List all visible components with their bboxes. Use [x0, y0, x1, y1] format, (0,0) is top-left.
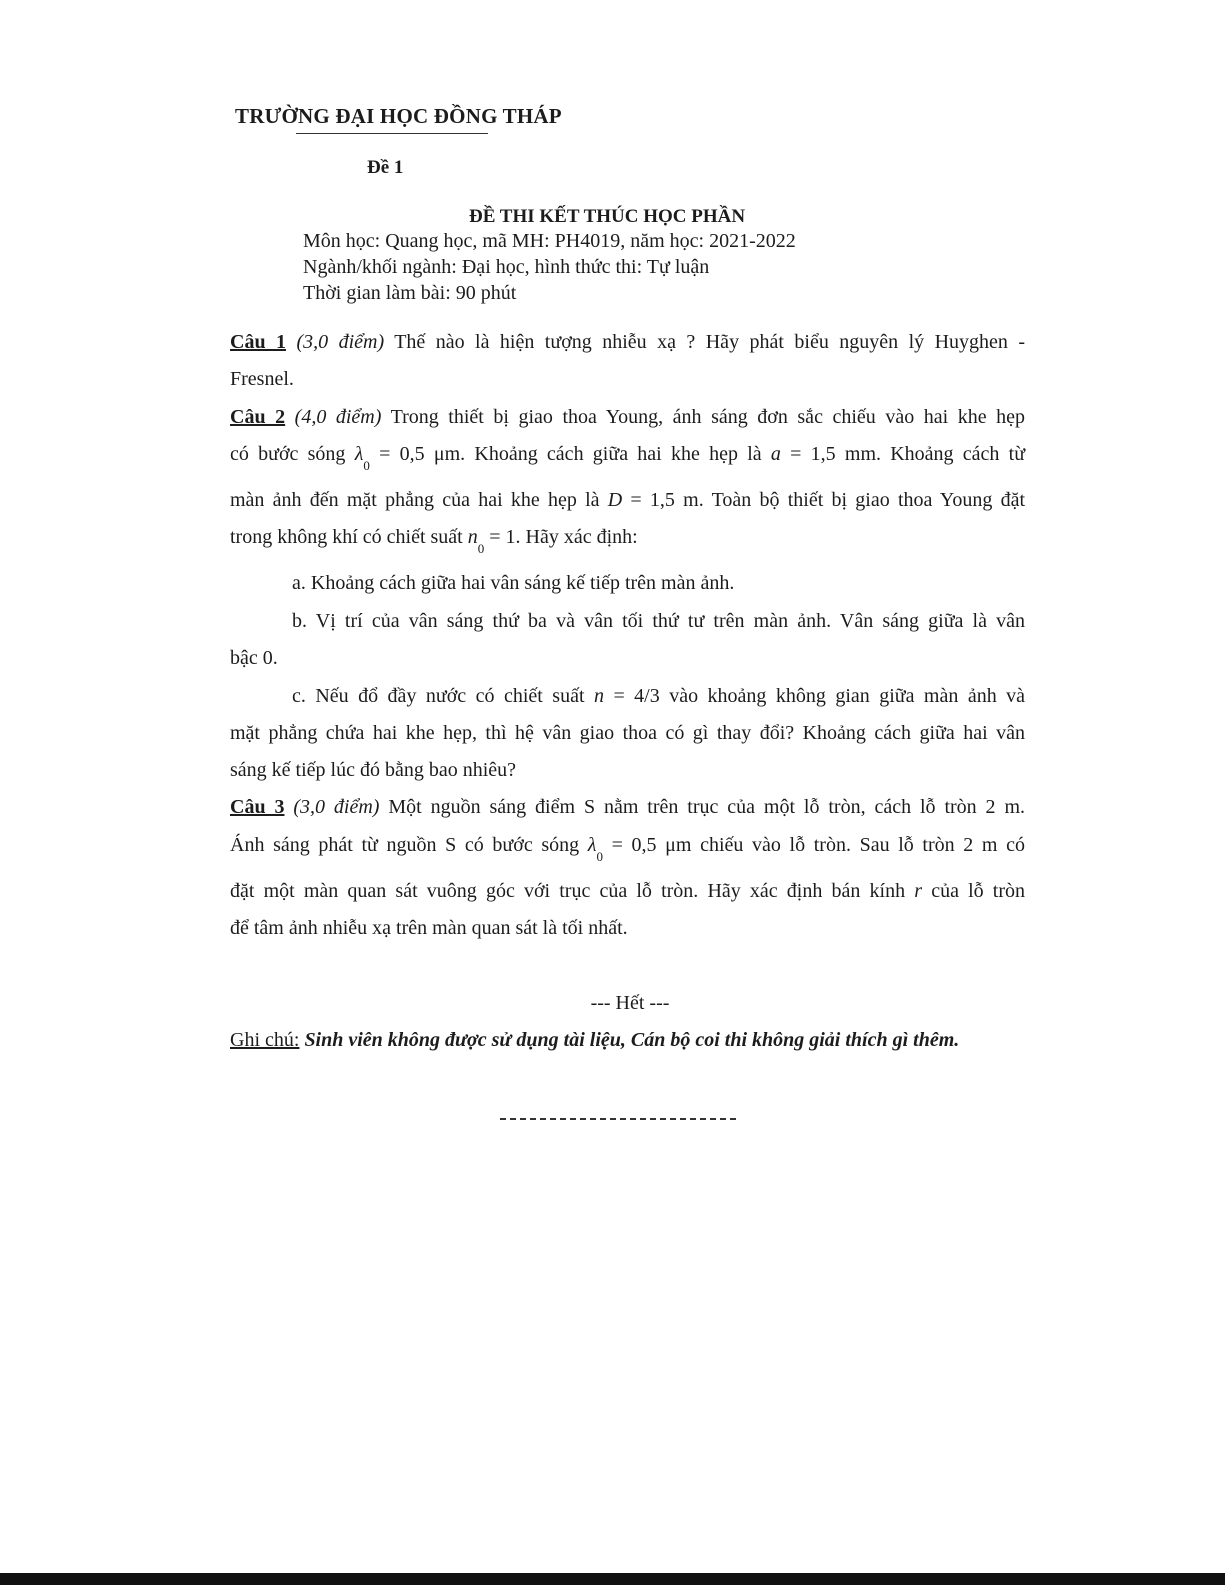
question-2-part-c [230, 685, 1025, 708]
note-label: Ghi chú: [230, 1029, 300, 1051]
text-segment: của lỗ tròn [931, 880, 1026, 902]
variable-n: n [467, 526, 478, 548]
question-2-line-2 [230, 443, 1026, 473]
question-3-line-2 [230, 834, 1025, 864]
question-2-line-4 [230, 526, 1025, 556]
variable-r: r [914, 880, 923, 902]
question-1-line-2: Fresnel. [230, 368, 294, 390]
question-3-points: (3,0 điểm) [293, 796, 380, 818]
question-2-text: Trong thiết bị giao thoa Young, ánh sáng đơn sắc chiếu vào hai khe hẹp [390, 406, 1026, 428]
text-segment: trong không khí có chiết suất [230, 526, 463, 548]
question-1-text: Thế nào là hiện tượng nhiễu xạ ? Hãy phát biểu nguyên lý Huyghen - [394, 331, 1026, 353]
subscript-zero: 0 [596, 849, 603, 864]
text-segment: = 1,5 m. Toàn bộ thiết bị giao thoa Young đặt [630, 489, 1025, 511]
text-segment: c. Nếu đổ đầy nước có chiết suất [292, 685, 585, 707]
variable-n: n [593, 685, 604, 707]
closing-dashed-rule [500, 1118, 736, 1120]
course-info: Môn học: Quang học, mã MH: PH4019, năm học: 2021-2022 [303, 230, 796, 252]
text-segment: = 4/3 vào khoảng không gian giữa màn ảnh và [613, 685, 1026, 707]
question-3-line-4: để tâm ảnh nhiễu xạ trên màn quan sát là tối nhất. [230, 917, 628, 939]
lambda-symbol: λ [354, 443, 364, 465]
question-2 [230, 406, 1025, 429]
question-1-label: Câu 1 [230, 331, 287, 353]
question-2-part-b-line-2: bậc 0. [230, 647, 278, 669]
question-1 [230, 331, 1025, 354]
text-segment: = 1. Hãy xác định: [489, 526, 638, 548]
question-2-label: Câu 2 [230, 406, 286, 428]
text-segment: có bước sóng [230, 443, 346, 465]
duration-info: Thời gian làm bài: 90 phút [303, 282, 517, 304]
question-1-points: (3,0 điểm) [296, 331, 385, 353]
end-marker: --- Hết --- [590, 992, 670, 1014]
subscript-zero: 0 [363, 458, 370, 473]
text-segment: = 1,5 mm. Khoảng cách từ [790, 443, 1026, 465]
lambda-symbol: λ [587, 834, 597, 856]
subscript-zero: 0 [477, 541, 485, 556]
text-segment: = 0,5 μm. Khoảng cách giữa hai khe hẹp là [379, 443, 762, 465]
question-3-line-3 [230, 880, 1025, 903]
text-segment: = 0,5 μm chiếu vào lỗ tròn. Sau lỗ tròn 2 m có [611, 834, 1025, 856]
program-info: Ngành/khối ngành: Đại học, hình thức thi: Tự luận [303, 256, 710, 278]
question-2-part-a: a. Khoảng cách giữa hai vân sáng kế tiếp trên màn ảnh. [292, 572, 735, 594]
note-text: Sinh viên không được sử dụng tài liệu, Cán bộ coi thi không giải thích gì thêm. [304, 1029, 960, 1051]
question-3-label: Câu 3 [230, 796, 285, 818]
variable-a: a [770, 443, 781, 465]
question-3 [230, 796, 1025, 819]
text-segment: Ánh sáng phát từ nguồn S có bước sóng [230, 834, 580, 856]
question-2-part-b: b. Vị trí của vân sáng thứ ba và vân tối thứ tư trên màn ảnh. Vân sáng giữa là vân [292, 610, 1025, 632]
question-2-part-c-line-3: sáng kế tiếp lúc đó bằng bao nhiêu? [230, 759, 517, 781]
note [230, 1029, 1025, 1052]
question-3-text: Một nguồn sáng điểm S nằm trên trục của một lỗ tròn, cách lỗ tròn 2 m. [388, 796, 1026, 818]
variable-D: D [607, 489, 623, 511]
school-underline [296, 133, 488, 134]
question-2-line-3 [230, 489, 1025, 512]
question-2-points: (4,0 điểm) [294, 406, 382, 428]
school-name: TRƯỜNG ĐẠI HỌC ĐỒNG THÁP [235, 104, 562, 128]
question-2-part-c-line-2: mặt phẳng chứa hai khe hẹp, thì hệ vân giao thoa có gì thay đổi? Khoảng cách giữa hai vân [230, 722, 1025, 744]
text-segment: đặt một màn quan sát vuông góc với trục của lỗ tròn. Hãy xác định bán kính [230, 880, 906, 902]
exam-code: Đề 1 [367, 157, 404, 178]
text-segment: màn ảnh đến mặt phẳng của hai khe hẹp là [230, 489, 600, 511]
scan-bottom-edge [0, 1573, 1225, 1585]
exam-title: ĐỀ THI KẾT THÚC HỌC PHẦN [469, 206, 746, 227]
